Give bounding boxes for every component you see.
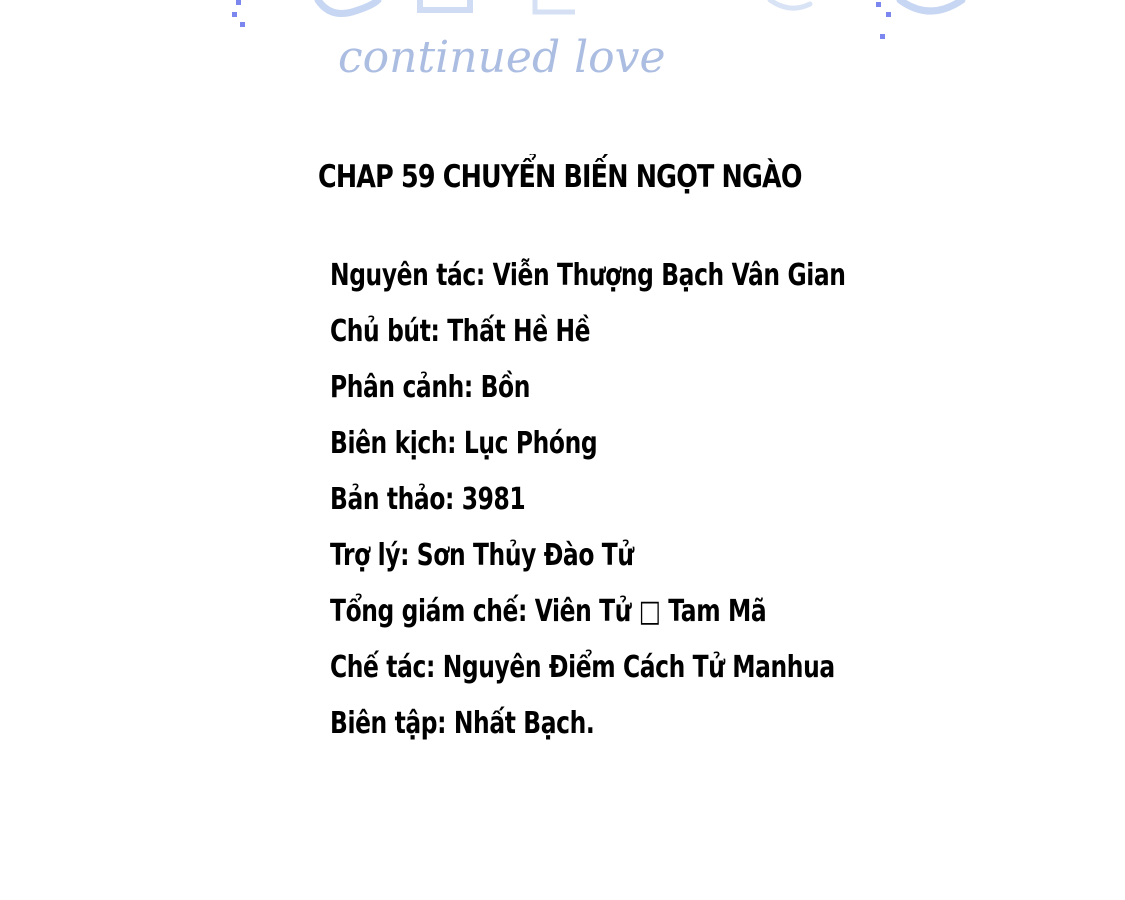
credit-lead-artist: Chủ bút: Thất Hề Hề <box>330 314 591 349</box>
credits-list <box>330 248 991 752</box>
logo-glyph <box>318 0 378 14</box>
logo-glyph <box>420 0 470 10</box>
logo-script-text: continued love <box>338 32 666 83</box>
credit-general-supervisor: Tổng giám chế: Viên Tử □ Tam Mã <box>330 594 767 629</box>
logo-glyph <box>770 0 810 8</box>
credit-scriptwriter: Biên kịch: Lục Phóng <box>330 426 598 461</box>
credit-storyboard: Phân cảnh: Bồn <box>330 370 531 405</box>
credit-editor: Biên tập: Nhất Bạch. <box>330 706 595 741</box>
credit-assistant: Trợ lý: Sơn Thủy Đào Tử <box>330 538 634 573</box>
credit-production: Chế tác: Nguyên Điểm Cách Tử Manhua <box>330 650 835 685</box>
logo-artwork <box>0 0 1125 110</box>
chapter-title: CHAP 59 CHUYỂN BIẾN NGỌT NGÀO <box>318 159 802 195</box>
credit-original-work: Nguyên tác: Viễn Thượng Bạch Vân Gian <box>330 258 846 293</box>
logo-pixel-dots-right <box>876 2 891 39</box>
logo-pixel-dots-left <box>232 0 245 27</box>
logo-glyph <box>535 0 575 12</box>
logo-glyph <box>900 0 962 11</box>
credit-draft: Bản thảo: 3981 <box>330 482 526 517</box>
series-logo <box>0 0 1125 110</box>
